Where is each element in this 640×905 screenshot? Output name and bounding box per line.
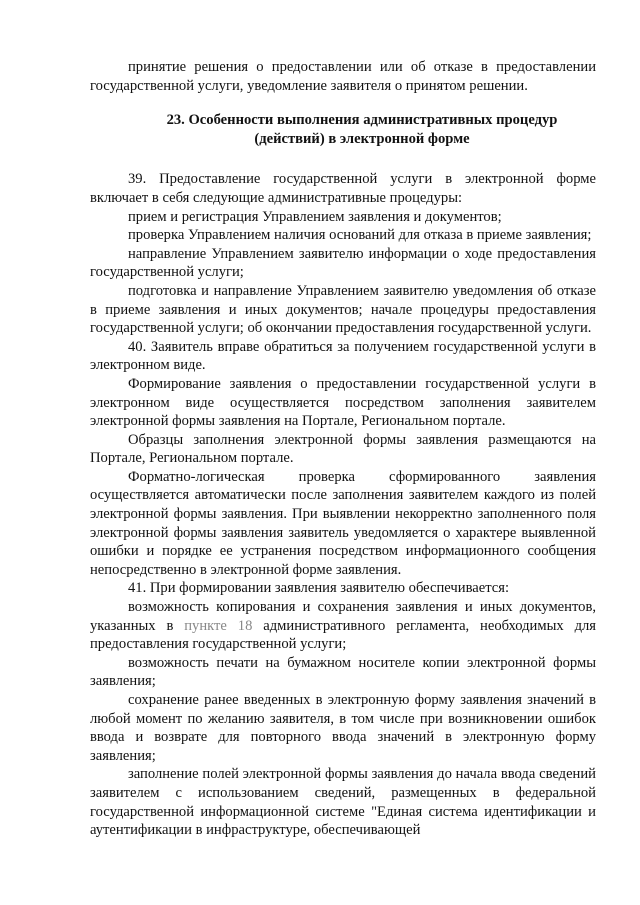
paragraph-samples: Образцы заполнения электронной формы заявления размещаются на Портале, Региональном портале.: [90, 431, 596, 467]
paragraph-save-values: сохранение ранее введенных в электронную форму заявления значений в любой момент по желанию заявителя, в том числе при возникновении ошибок ввода и возврате для повторного ввода значений в электронную форму заявления;: [90, 692, 596, 764]
paragraph-copy-save-text-2: административного регламента, необходимых для предоставления государственной услуги;: [90, 617, 596, 653]
paragraph-copy-save-text-1: возможность копирования и сохранения заявления и иных документов, указанных в: [90, 599, 596, 634]
procedure-item-3: направление Управлением заявителю информации о ходе предоставления государственной услуги;: [90, 245, 596, 281]
paragraph-autofill: заполнение полей электронной формы заявления до начала ввода сведений заявителем с использованием сведений, размещенных в федеральной государственной информационной системе "Единая система идентификации и аутентификации в инфраструктуре, обеспечивающей: [90, 766, 596, 839]
paragraph-validation: Форматно-логическая проверка сформированного заявления осуществляется автоматически после заполнения заявителем каждого из полей электронной формы заявления. При выявлении некорректно заполненного поля электронной формы заявления заявитель уведомляется о характере выявленной ошибки и порядке ее устранения посредством информационного сообщения непосредственно в электронной форме заявления.: [90, 468, 596, 578]
procedure-item-4: подготовка и направление Управлением заявителю уведомления об отказе в приеме заявления и иных документов; начале процедуры предоставления государственной услуги; об окончании предоставления государственной услуги.: [90, 282, 596, 337]
section-heading: [90, 111, 596, 148]
document-page: [90, 58, 596, 840]
procedure-item-2: проверка Управлением наличия оснований для отказа в приеме заявления;: [128, 227, 592, 244]
paragraph-copy-save: [90, 598, 596, 654]
procedure-item-1: прием и регистрация Управлением заявления и документов;: [128, 208, 502, 225]
section-heading-line-2: (действий) в электронной форме: [254, 130, 470, 147]
intro-paragraph: принятие решения о предоставлении или об отказе в предоставлении государственной услуги, уведомление заявителя о принятом решении.: [90, 59, 596, 94]
section-heading-line-1: 23. Особенности выполнения административных процедур: [166, 112, 558, 129]
paragraph-formation: Формирование заявления о предоставлении государственной услуги в электронном виде осуществляется посредством заполнения заявителем электронной формы заявления на Портале, Региональном портале.: [90, 375, 596, 430]
paragraph-print: возможность печати на бумажном носителе копии электронной формы заявления;: [90, 654, 596, 690]
paragraph-40: 40. Заявитель вправе обратиться за получением государственной услуги в электронном виде.: [90, 338, 596, 374]
paragraph-41: 41. При формировании заявления заявителю обеспечивается:: [128, 580, 510, 597]
paragraph-39: 39. Предоставление государственной услуги в электронной форме включает в себя следующие административные процедуры:: [90, 171, 596, 206]
clause-18-link[interactable]: пункте 18: [184, 617, 253, 634]
